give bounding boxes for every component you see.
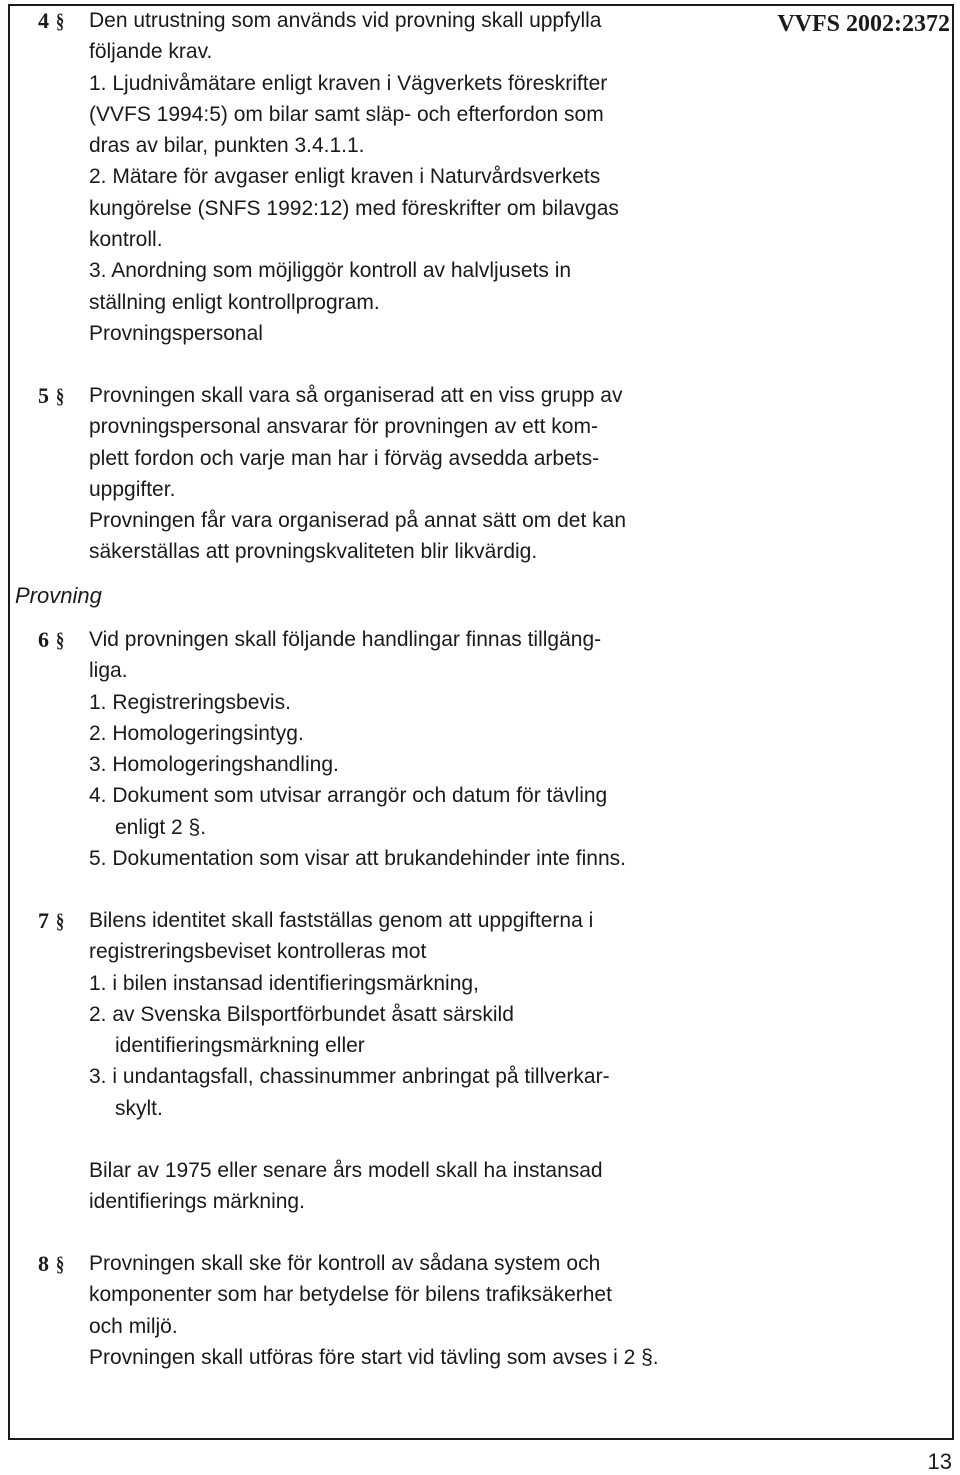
text-line: Bilar av 1975 eller senare års modell skall ha instansad bbox=[89, 1159, 603, 1182]
text-line: plett fordon och varje man har i förväg avsedda arbets- bbox=[89, 446, 600, 470]
list-item: 3. Homologeringshandling. bbox=[89, 753, 339, 777]
list-item: 1. Registreringsbevis. bbox=[89, 690, 291, 714]
list-item: 4. Dokument som utvisar arrangör och datum för tävling bbox=[89, 784, 608, 808]
list-item: 3. i undantagsfall, chassinummer anbringat på tillverkar- bbox=[89, 1065, 610, 1089]
text-line: uppgifter. bbox=[89, 477, 176, 501]
text-line: kungörelse (SNFS 1992:12) med föreskrifter om bilavgas bbox=[89, 196, 619, 220]
section-symbol: § bbox=[56, 909, 65, 933]
text-line: (VVFS 1994:5) om bilar samt släp- och efterfordon som bbox=[89, 102, 604, 126]
text-line: identifierings märkning. bbox=[89, 1190, 305, 1214]
list-item: 2. av Svenska Bilsportförbundet åsatt särskild bbox=[89, 1002, 514, 1026]
text-line: komponenter som har betydelse för bilens trafiksäkerhet bbox=[89, 1283, 612, 1307]
paragraph-body bbox=[89, 1248, 689, 1373]
section-symbol: § bbox=[56, 1252, 65, 1276]
list-item: 2. Mätare för avgaser enligt kraven i Naturvårdsverkets bbox=[89, 165, 601, 189]
text-line: kontroll. bbox=[89, 228, 163, 252]
paragraph-number: 5 § bbox=[38, 380, 67, 412]
list-item: 5. Dokumentation som visar att brukandehinder inte finns. bbox=[89, 847, 626, 871]
text-line: Provningen får vara organiserad på annat sätt om det kan bbox=[89, 509, 626, 533]
text-line: Provningen skall utföras före start vid tävling som avses i 2 §. bbox=[89, 1345, 659, 1369]
text-line: Provningen skall ske för kontroll av sådana system och bbox=[89, 1252, 601, 1275]
text-line: och miljö. bbox=[89, 1314, 178, 1338]
text-line: följande krav. bbox=[89, 40, 213, 64]
text-line: registreringsbeviset kontrolleras mot bbox=[89, 940, 427, 964]
text-line: liga. bbox=[89, 659, 128, 683]
text-line: provningspersonal ansvarar för provningen av ett kom- bbox=[89, 415, 598, 439]
list-item: 2. Homologeringsintyg. bbox=[89, 721, 304, 745]
list-item-continuation: skylt. bbox=[115, 1096, 163, 1120]
paragraph-body bbox=[89, 624, 689, 874]
text-line: Vid provningen skall följande handlingar finnas tillgäng- bbox=[89, 628, 602, 651]
page-number: 13 bbox=[927, 1449, 952, 1474]
list-item: 1. Ljudnivåmätare enligt kraven i Vägverkets föreskrifter bbox=[89, 71, 608, 95]
section-symbol: § bbox=[56, 628, 65, 652]
paragraph-body bbox=[89, 5, 689, 349]
paragraph-number: 6 § bbox=[38, 624, 67, 656]
document-code: VVFS 2002:2372 bbox=[777, 11, 950, 37]
paragraph-body bbox=[89, 905, 689, 1124]
text-line: Provningen skall vara så organiserad att en viss grupp av bbox=[89, 384, 623, 407]
text-line: dras av bilar, punkten 3.4.1.1. bbox=[89, 134, 365, 158]
paragraph-body bbox=[89, 380, 689, 568]
list-item: 3. Anordning som möjliggör kontroll av halvljusets in bbox=[89, 259, 572, 283]
paragraph-body bbox=[89, 1155, 689, 1218]
list-item: 1. i bilen instansad identifieringsmärkning, bbox=[89, 971, 479, 995]
paragraph-number: 7 § bbox=[38, 905, 67, 937]
side-heading: Provning bbox=[15, 583, 102, 608]
text-line: Den utrustning som används vid provning skall uppfylla bbox=[89, 9, 602, 32]
list-item-continuation: enligt 2 §. bbox=[115, 815, 207, 839]
paragraph-number: 8 § bbox=[38, 1248, 67, 1280]
text-line: Bilens identitet skall fastställas genom att uppgifterna i bbox=[89, 909, 594, 932]
text-line: säkerställas att provningskvaliteten blir likvärdig. bbox=[89, 540, 538, 564]
text-line: ställning enligt kontrollprogram. bbox=[89, 290, 380, 314]
section-symbol: § bbox=[56, 384, 65, 408]
list-item-continuation: identifieringsmärkning eller bbox=[115, 1034, 365, 1058]
paragraph-number: 4 § bbox=[38, 5, 67, 37]
section-symbol: § bbox=[56, 9, 65, 33]
subheading: Provningspersonal bbox=[89, 321, 263, 345]
